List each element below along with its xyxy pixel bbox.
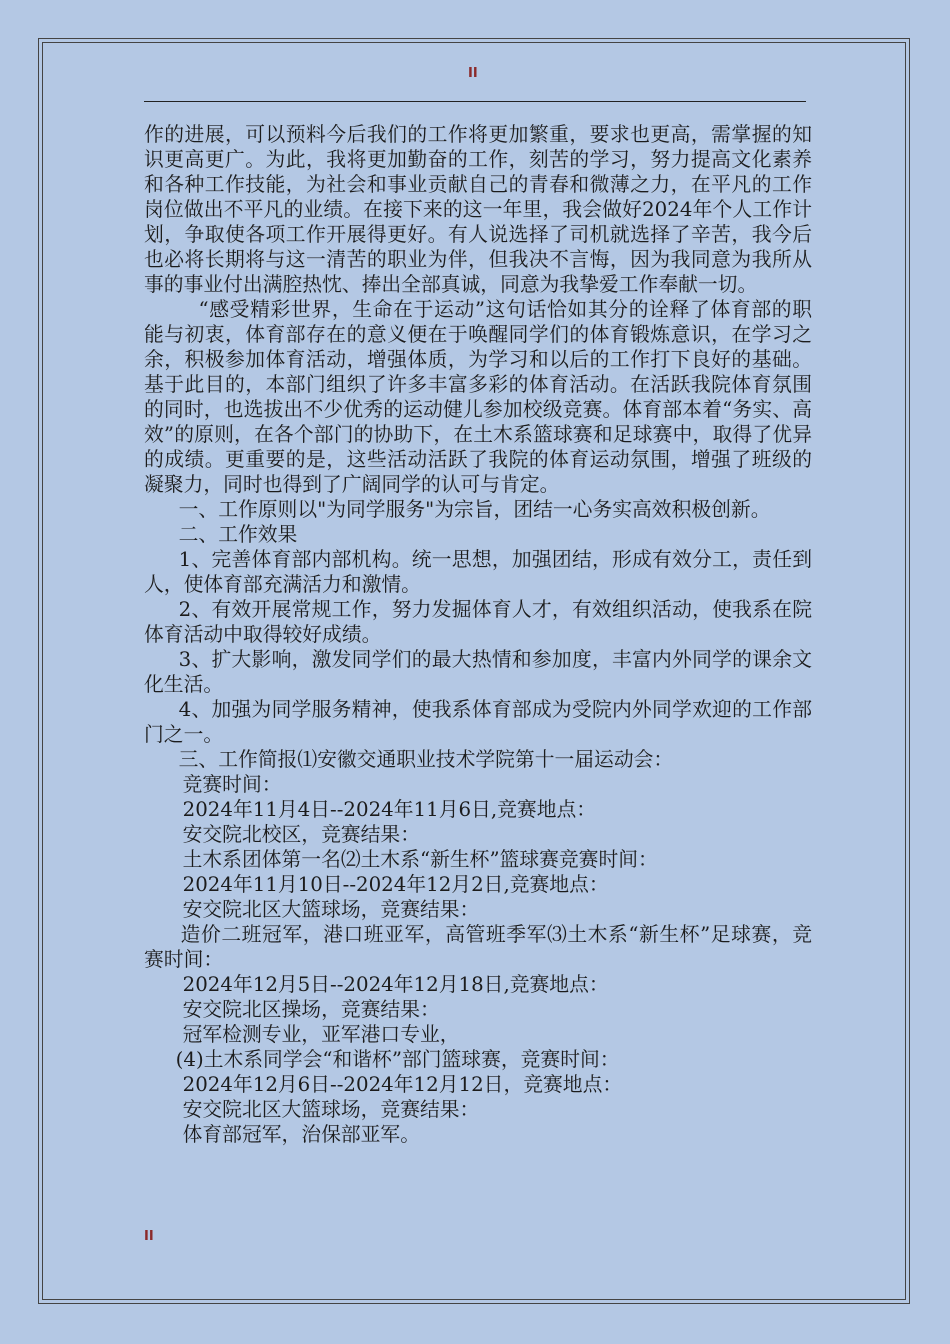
paragraph: 一、工作原则以"为同学服务"为宗旨，团结一心务实高效积极创新。	[178, 498, 771, 521]
document-body	[144, 122, 812, 1147]
paragraph: 竞赛时间：	[182, 773, 282, 796]
paragraph: 安交院北区大篮球场，竞赛结果：	[182, 898, 480, 921]
paragraph: “感受精彩世界，生命在于运动”这句话恰如其分的诠释了体育部的职能与初衷，体育部存在的意义便在于唤醒同学们的体育锻炼意识，在学习之余，积极参加体育活动，增强体质，为学习和以后的工作打下良好的基础。基于此目的，本部门组织了许多丰富多彩的体育活动。在活跃我院体育氛围的同时，也选拔出不少优秀的运动健儿参加校级竞赛。体育部本着“务实、高效”的原则，在各个部门的协助下，在土木系篮球赛和足球赛中，取得了优异的成绩。更重要的是，这些活动活跃了我院的体育运动氛围，增强了班级的凝聚力，同时也得到了广阔同学的认可与肯定。	[144, 298, 812, 496]
paragraph: 作的进展，可以预料今后我们的工作将更加繁重，要求也更高，需掌握的知识更高更广。为此，我将更加勤奋的工作，刻苦的学习，努力提高文化素养和各种工作技能，为社会和事业贡献自己的青春和微薄之力，在平凡的工作岗位做出不平凡的业绩。在接下来的这一年里，我会做好2024年个人工作计划，争取使各项工作开展得更好。有人说选择了司机就选择了辛苦，我今后也必将长期将与这一清苦的职业为伴，但我决不言悔，因为我同意为我所从事的事业付出满腔热忱、捧出全部真诚，同意为我挚爱工作奉献一切。	[144, 123, 812, 296]
paragraph: 2、有效开展常规工作，努力发掘体育人才，有效组织活动，使我系在院体育活动中取得较好成绩。	[144, 598, 812, 646]
paragraph: 三、工作简报⑴安徽交通职业技术学院第十一届运动会：	[178, 748, 674, 771]
paragraph: 造价二班冠军，港口班亚军，高管班季军⑶土木系“新生杯”足球赛，竞赛时间：	[144, 923, 812, 971]
footer-mark: II	[144, 1229, 154, 1244]
paragraph: (4)土木系同学会“和谐杯”部门篮球赛，竞赛时间：	[175, 1048, 620, 1071]
paragraph: 安交院北区操场，竞赛结果：	[182, 998, 440, 1021]
paragraph: 2024年12月5日--2024年12月18日,竞赛地点：	[182, 973, 609, 996]
paragraph: 1、完善体育部内部机构。统一思想，加强团结，形成有效分工，责任到人，使体育部充满活力和激情。	[144, 548, 812, 596]
header-rule	[144, 101, 806, 102]
paragraph: 3、扩大影响，激发同学们的最大热情和参加度，丰富内外同学的课余文化生活。	[144, 648, 812, 696]
paragraph: 安交院北区大篮球场，竞赛结果：	[182, 1098, 480, 1121]
paragraph: 安交院北校区，竞赛结果：	[182, 823, 420, 846]
paragraph: 2024年11月10日--2024年12月2日,竞赛地点：	[182, 873, 609, 896]
paragraph: 4、加强为同学服务精神，使我系体育部成为受院内外同学欢迎的工作部门之一。	[144, 698, 812, 746]
paragraph: 体育部冠军，治保部亚军。	[182, 1123, 420, 1146]
paragraph: 冠军检测专业，亚军港口专业，	[182, 1023, 460, 1046]
header-mark: II	[468, 66, 478, 81]
section-heading: 二、工作效果	[178, 523, 298, 546]
paragraph: 土木系团体第一名⑵土木系“新生杯”篮球赛竞赛时间：	[182, 848, 658, 871]
paragraph: 2024年12月6日--2024年12月12日，竞赛地点：	[182, 1073, 623, 1096]
paragraph: 2024年11月4日--2024年11月6日,竞赛地点：	[182, 798, 597, 821]
